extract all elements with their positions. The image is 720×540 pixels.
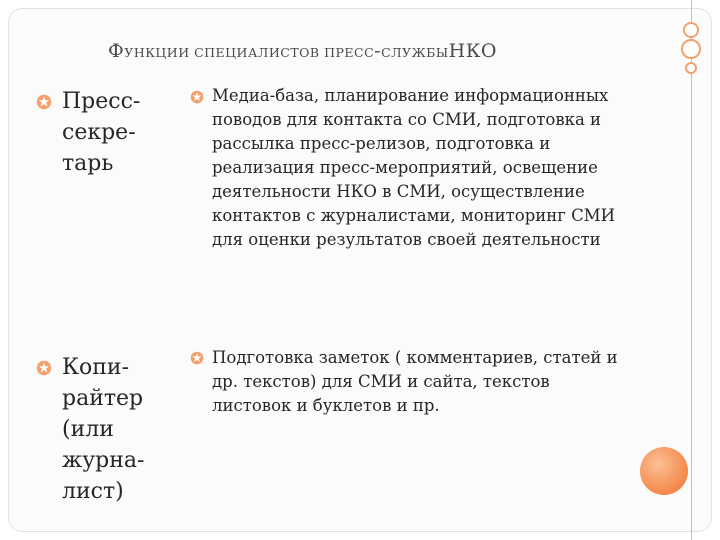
role-line: журна- (62, 448, 145, 473)
description-line: деятельности НКО в СМИ, осуществление (212, 182, 585, 201)
description-line: листовок и буклетов и пр. (212, 396, 440, 415)
role-line: лист) (62, 479, 124, 504)
title-cap: Ф (108, 40, 125, 62)
role-press-secretary (62, 86, 172, 179)
title-nko: НКО (448, 40, 497, 62)
decorative-circle-icon (681, 39, 701, 59)
description-line: для оценки результатов своей деятельности (212, 230, 601, 249)
role-line: (или (62, 417, 114, 442)
role-line: райтер (62, 386, 144, 411)
decorative-circle-icon (640, 447, 688, 495)
description-line: контактов с журналистами, мониторинг СМИ (212, 206, 616, 225)
title-dash: - (374, 40, 382, 62)
slide-title (108, 40, 588, 62)
bullet-icon (190, 351, 204, 365)
description-line: реализация пресс-мероприятий, освещение (212, 158, 598, 177)
description-line: рассылка пресс-релизов, подготовка и (212, 134, 551, 153)
title-rest: УНКЦИИ СПЕЦИАЛИСТОВ ПРЕСС (124, 45, 375, 60)
description-press-secretary (212, 84, 667, 252)
bullet-icon (36, 360, 52, 376)
decorative-circle-icon (683, 22, 699, 38)
role-line: Копи- (62, 355, 130, 380)
role-line: тарь (62, 151, 114, 176)
decorative-vertical-line (691, 0, 692, 540)
bullet-icon (36, 94, 52, 110)
decorative-circle-icon (685, 62, 697, 74)
description-line: др. текстов) для СМИ и сайта, текстов (212, 372, 550, 391)
description-line: Подготовка заметок ( комментариев, статей и (212, 348, 618, 367)
role-copywriter (62, 352, 172, 507)
role-line: Пресс- (62, 89, 141, 114)
description-copywriter (212, 346, 667, 418)
role-line: секре- (62, 120, 136, 145)
title-rest2: СЛУЖБЫ (381, 45, 449, 60)
bullet-icon (190, 90, 204, 104)
description-line: Медиа-база, планирование информационных (212, 86, 609, 105)
description-line: поводов для контакта со СМИ, подготовка и (212, 110, 602, 129)
